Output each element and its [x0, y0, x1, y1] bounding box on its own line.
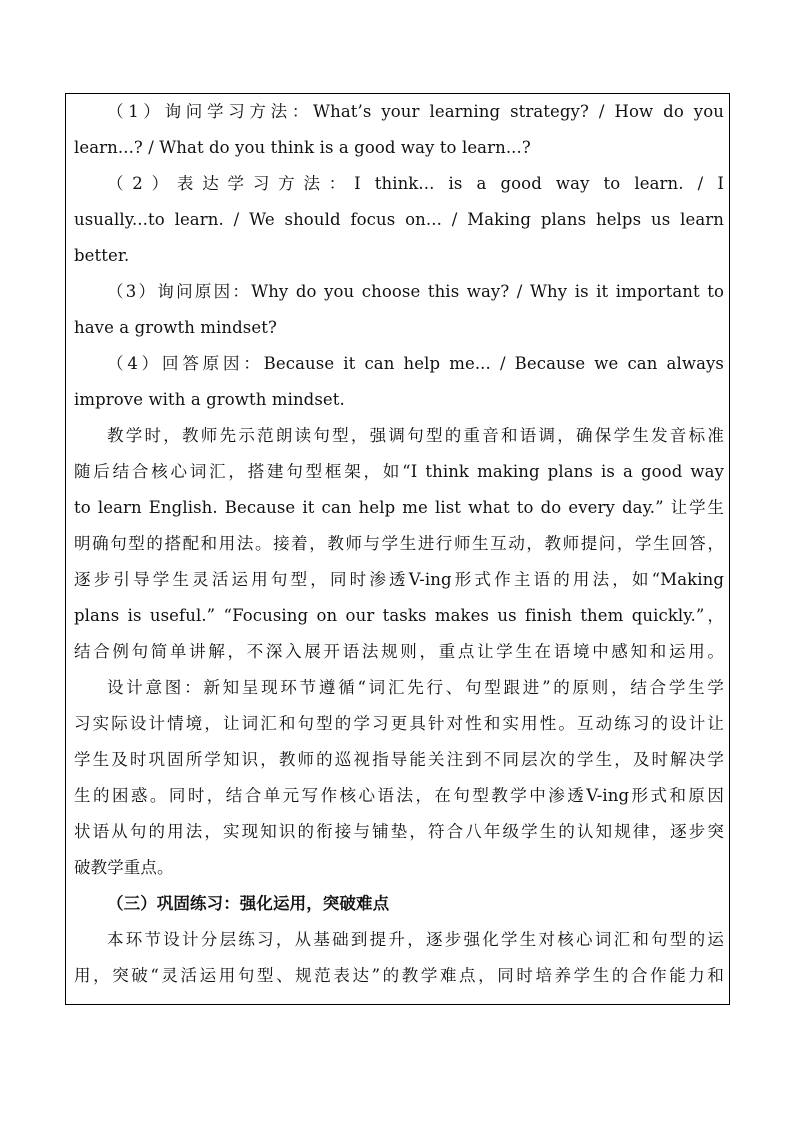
text-line-4: usually...to learn. / We should focus on... / Making plans helps us learn [74, 210, 724, 229]
text-line-7: have a growth mindset? [74, 318, 277, 337]
text-line-1: （1）询问学习方法：What’s your learning strategy? / How do you [107, 102, 724, 121]
text-line-18: 习实际设计情境，让词汇和句型的学习更具针对性和实用性。互动练习的设计让 [74, 714, 724, 733]
text-line-12: to learn English. Because it can help me list what to do every day.” 让学生 [74, 498, 724, 517]
text-line-2: learn...? / What do you think is a good way to learn...? [74, 138, 531, 157]
text-line-16: 结合例句简单讲解，不深入展开语法规则，重点让学生在语境中感知和运用。 [74, 642, 724, 661]
text-line-3: （2）表达学习方法：I think... is a good way to learn. / I [107, 174, 724, 193]
text-line-20: 生的困惑。同时，结合单元写作核心语法，在句型教学中渗透V-ing形式和原因 [74, 786, 724, 805]
document-text-box [65, 93, 730, 1005]
text-line-9: improve with a growth mindset. [74, 390, 345, 409]
text-line-24: 本环节设计分层练习，从基础到提升，逐步强化学生对核心词汇和句型的运 [107, 930, 724, 949]
text-line-22: 破教学重点。 [74, 858, 174, 877]
text-line-5: better. [74, 246, 130, 265]
text-line-6: （3）询问原因：Why do you choose this way? / Why is it important to [107, 282, 724, 301]
text-line-15: plans is useful.” “Focusing on our tasks makes us finish them quickly.”， [74, 606, 724, 625]
text-line-11: 随后结合核心词汇，搭建句型框架，如“I think making plans is a good way [74, 462, 724, 481]
text-line-21: 状语从句的用法，实现知识的衔接与铺垫，符合八年级学生的认知规律，逐步突 [74, 822, 724, 841]
text-line-17: 设计意图：新知呈现环节遵循“词汇先行、句型跟进”的原则，结合学生学 [107, 678, 724, 697]
text-line-10: 教学时，教师先示范朗读句型，强调句型的重音和语调，确保学生发音标准 [107, 426, 724, 445]
text-line-8: （4）回答原因：Because it can help me... / Because we can always [107, 354, 724, 373]
text-line-25: 用，突破“灵活运用句型、规范表达”的教学难点，同时培养学生的合作能力和 [74, 966, 724, 985]
text-line-19: 学生及时巩固所学知识，教师的巡视指导能关注到不同层次的学生，及时解决学 [74, 750, 724, 769]
text-line-13: 明确句型的搭配和用法。接着，教师与学生进行师生互动，教师提问，学生回答， [74, 534, 724, 553]
section-heading: （三）巩固练习：强化运用，突破难点 [107, 894, 390, 913]
text-line-14: 逐步引导学生灵活运用句型，同时渗透V-ing形式作主语的用法，如“Making [74, 570, 724, 589]
